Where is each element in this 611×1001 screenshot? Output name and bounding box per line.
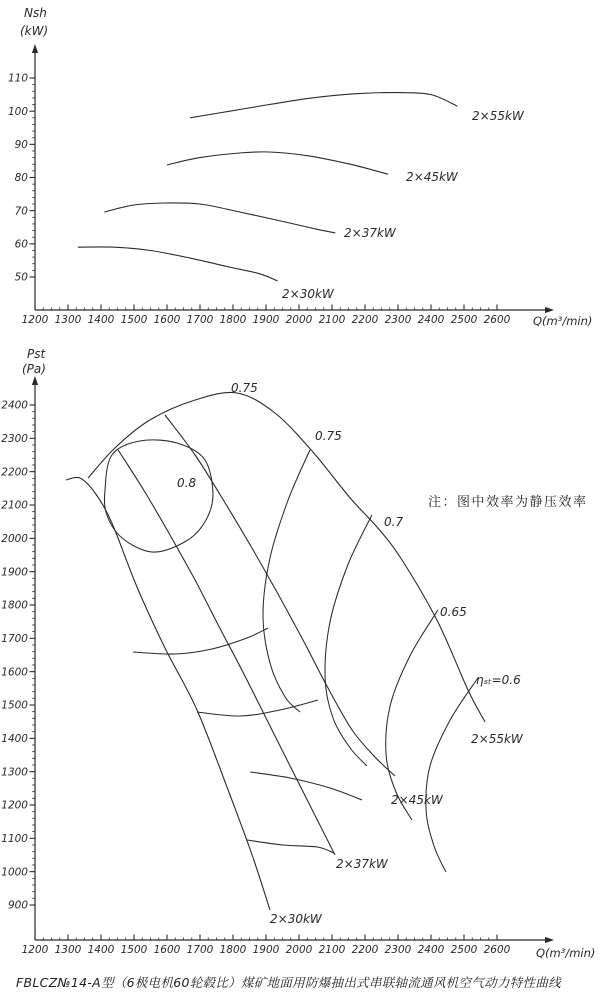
x-tick-label: 2100 bbox=[318, 314, 346, 326]
efficiency-label-4: 0.65 bbox=[440, 605, 467, 619]
power-y-axis-title: Nsh bbox=[24, 6, 47, 20]
x-tick-label: 1400 bbox=[87, 944, 115, 956]
x-tick-label: 1200 bbox=[21, 944, 49, 956]
y-tick-label: 2100 bbox=[1, 499, 28, 512]
figure-caption: FBLCZ№14-A型（6极电机60轮毂比）煤矿地面用防爆抽出式串联轴流通风机空气动力特性曲线 bbox=[16, 975, 561, 990]
pressure-x-axis-title: Q(m³/min) bbox=[536, 946, 596, 960]
x-tick-label: 1400 bbox=[87, 314, 115, 326]
efficiency-contour-075-5 bbox=[133, 628, 268, 654]
x-tick-label: 1900 bbox=[252, 314, 280, 326]
efficiency-label-2: 0.8 bbox=[177, 476, 197, 490]
x-tick-label: 1600 bbox=[153, 944, 181, 956]
y-tick-label: 2300 bbox=[1, 432, 28, 445]
x-tick-label: 2400 bbox=[417, 944, 445, 956]
x-tick-label: 2200 bbox=[351, 944, 379, 956]
efficiency-label-3: 0.7 bbox=[384, 515, 404, 529]
efficiency-label-5: ηₛₜ=0.6 bbox=[476, 673, 521, 687]
x-tick-label: 1800 bbox=[219, 314, 247, 326]
efficiency-contour-065-3 bbox=[386, 610, 438, 820]
y-axis-arrow-icon bbox=[32, 44, 38, 53]
x-tick-label: 1700 bbox=[186, 314, 214, 326]
efficiency-label-0: 0.75 bbox=[231, 381, 258, 395]
curve-label-2-55kw: 2×55kW bbox=[472, 109, 524, 123]
y-tick-label: 1900 bbox=[1, 566, 28, 579]
x-tick-label: 1200 bbox=[21, 314, 49, 326]
y-tick-label: 50 bbox=[14, 271, 28, 284]
curve-2-45kw bbox=[167, 152, 388, 174]
y-tick-label: 90 bbox=[14, 138, 28, 151]
curve-label-2-37kw: 2×37kW bbox=[344, 226, 396, 240]
curve-label-2-37kw: 2×37kW bbox=[336, 857, 388, 871]
x-tick-label: 1800 bbox=[219, 944, 247, 956]
efficiency-note: 注：图中效率为静压效率 bbox=[428, 495, 588, 510]
efficiency-label-1: 0.75 bbox=[315, 429, 342, 443]
x-tick-label: 2500 bbox=[450, 944, 478, 956]
x-tick-label: 2200 bbox=[351, 314, 379, 326]
pressure-y-axis-title: Pst bbox=[27, 347, 46, 361]
power-x-axis-title: Q(m³/min) bbox=[533, 314, 593, 328]
y-tick-label: 1800 bbox=[1, 599, 28, 612]
curve-label-2-30kw: 2×30kW bbox=[270, 912, 322, 926]
y-tick-label: 1300 bbox=[1, 766, 28, 779]
x-tick-label: 2000 bbox=[285, 314, 313, 326]
x-tick-label: 2100 bbox=[318, 944, 346, 956]
y-axis-arrow-icon bbox=[32, 376, 38, 385]
x-tick-label: 2500 bbox=[450, 314, 478, 326]
y-tick-label: 1100 bbox=[1, 832, 28, 845]
curve-2-30kw bbox=[78, 247, 278, 281]
curve-label-2-30kw: 2×30kW bbox=[282, 287, 334, 301]
curve-2-37kw bbox=[104, 203, 335, 233]
y-tick-label: 900 bbox=[7, 899, 28, 912]
y-tick-label: 2200 bbox=[1, 466, 28, 479]
x-tick-label: 1600 bbox=[153, 314, 181, 326]
power-chart bbox=[0, 0, 611, 345]
efficiency-contour-07-2 bbox=[325, 515, 372, 766]
x-tick-label: 2300 bbox=[384, 314, 412, 326]
y-tick-label: 1700 bbox=[1, 632, 28, 645]
x-axis-arrow-icon bbox=[545, 937, 554, 943]
x-tick-label: 2600 bbox=[483, 944, 511, 956]
y-tick-label: 1400 bbox=[1, 732, 28, 745]
y-tick-label: 1600 bbox=[1, 666, 28, 679]
y-tick-label: 1500 bbox=[1, 699, 28, 712]
y-tick-label: 80 bbox=[14, 172, 28, 185]
x-tick-label: 1700 bbox=[186, 944, 214, 956]
pressure-chart bbox=[0, 345, 611, 973]
y-tick-label: 2000 bbox=[1, 532, 28, 545]
y-tick-label: 1000 bbox=[1, 866, 28, 879]
curve-label-2-55kw: 2×55kW bbox=[471, 732, 523, 746]
efficiency-contour-06-4 bbox=[426, 678, 478, 872]
x-tick-label: 2400 bbox=[417, 314, 445, 326]
curve-2-45kw bbox=[165, 415, 395, 776]
efficiency-contour-06-8 bbox=[247, 840, 334, 853]
efficiency-contour-075-1 bbox=[263, 450, 310, 712]
y-tick-label: 70 bbox=[14, 205, 28, 218]
y-tick-label: 110 bbox=[7, 72, 28, 85]
x-tick-label: 1500 bbox=[120, 944, 148, 956]
y-tick-label: 1200 bbox=[1, 799, 28, 812]
y-tick-label: 60 bbox=[14, 238, 28, 251]
curve-2-30kw bbox=[66, 477, 270, 910]
x-tick-label: 2600 bbox=[483, 314, 511, 326]
y-tick-label: 100 bbox=[7, 105, 28, 118]
curve-2-37kw bbox=[118, 450, 335, 855]
x-tick-label: 1300 bbox=[54, 944, 82, 956]
efficiency-contour-07-6 bbox=[197, 700, 318, 716]
curve-label-2-45kw: 2×45kW bbox=[391, 793, 443, 807]
x-axis-arrow-icon bbox=[545, 307, 554, 313]
x-tick-label: 1300 bbox=[54, 314, 82, 326]
pressure-chart-canvas bbox=[0, 345, 611, 973]
x-tick-label: 1900 bbox=[252, 944, 280, 956]
curve-2-55kw bbox=[190, 93, 457, 118]
x-tick-label: 1500 bbox=[120, 314, 148, 326]
curve-label-2-45kw: 2×45kW bbox=[406, 170, 458, 184]
curve-2-55kw bbox=[88, 392, 485, 722]
y-tick-label: 2400 bbox=[1, 399, 28, 412]
pressure-y-axis-unit: (Pa) bbox=[22, 362, 46, 376]
x-tick-label: 2300 bbox=[384, 944, 412, 956]
x-tick-label: 2000 bbox=[285, 944, 313, 956]
efficiency-contour-065-7 bbox=[250, 772, 362, 800]
power-y-axis-unit: (kW) bbox=[20, 24, 49, 38]
